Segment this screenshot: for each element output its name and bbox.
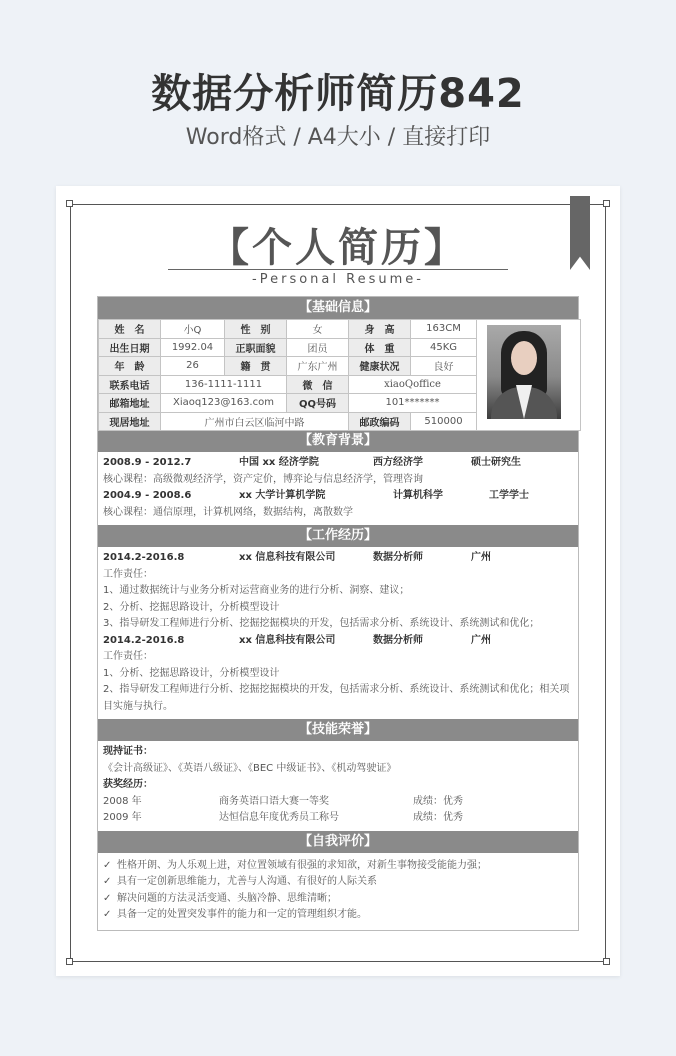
cert-label: 现持证书： xyxy=(103,746,153,757)
work-duty: 3、指导研发工程师进行分析、挖掘挖掘模块的开发，包括需求分析、系统设计、系统测试和优化； xyxy=(103,618,540,629)
check-icon: ✓ xyxy=(103,892,112,904)
work-entry xyxy=(103,633,573,650)
self-eval-text: 具有一定创新思维能力，尤善与人沟通、有很好的人际关系 xyxy=(117,876,377,887)
edu-courses: 核心课程：通信原理，计算机网络，数据结构，离散数学 xyxy=(103,506,353,518)
page-subtitle: Word格式 / A4大小 / 直接打印 xyxy=(185,125,491,150)
edu-period: 2004.9 - 2008.6 xyxy=(103,490,192,501)
birth-value: 1992.04 xyxy=(161,338,225,357)
check-icon: ✓ xyxy=(103,909,112,920)
qq-label: QQ号码 xyxy=(287,394,349,413)
work-duty: 1、通过数据统计与业务分析对运营商业务的进行分析、洞察、建议； xyxy=(103,585,410,596)
edu-major: 计算机科学 xyxy=(393,490,443,501)
skills-block xyxy=(98,741,578,831)
self-eval-block xyxy=(98,853,578,930)
award-result: 成绩：优秀 xyxy=(413,812,463,823)
email-value: Xiaoq123@163.com xyxy=(161,394,287,413)
health-label: 健康状况 xyxy=(349,357,411,376)
self-eval-text: 具备一定的处置突发事件的能力和一定的管理组织才能。 xyxy=(117,909,367,920)
section-basic-header: 【基础信息】 xyxy=(98,297,578,319)
work-company: xx 信息科技有限公司 xyxy=(239,634,336,646)
edu-degree: 硕士研究生 xyxy=(471,457,521,468)
work-duty-label: 工作责任： xyxy=(103,568,153,580)
self-eval-text: 性格开朗、为人乐观上进，对位置领域有很强的求知欲，对新生事物接受能能力强； xyxy=(117,859,487,871)
weight-label: 体 重 xyxy=(349,338,411,357)
self-eval-text: 解决问题的方法灵活变通、头脑冷静、思维清晰； xyxy=(117,892,337,904)
award-year: 2009 年 xyxy=(103,812,142,823)
resume-content xyxy=(97,296,579,931)
health-value: 良好 xyxy=(411,357,477,376)
zip-label: 邮政编码 xyxy=(349,412,411,431)
education-entry xyxy=(103,455,573,472)
check-icon: ✓ xyxy=(103,859,112,871)
work-city: 广州 xyxy=(471,634,491,646)
edu-degree: 工学学士 xyxy=(489,490,529,501)
wechat-value: xiaoQoffice xyxy=(349,375,477,394)
edu-courses: 核心课程：高级微观经济学，资产定价，博弈论与信息经济学，管理咨询 xyxy=(103,473,423,485)
edu-school: 中国 xx 经济学院 xyxy=(239,457,319,468)
name-label: 姓 名 xyxy=(99,320,161,339)
work-duty: 2、分析、挖掘思路设计，分析模型设计 xyxy=(103,601,280,613)
phone-value: 136-1111-1111 xyxy=(161,375,287,394)
frame-corner xyxy=(603,958,610,965)
email-label: 邮箱地址 xyxy=(99,394,161,413)
award-name: 商务英语口语大赛一等奖 xyxy=(219,795,329,807)
frame-corner xyxy=(66,200,73,207)
section-skills-header: 【技能荣誉】 xyxy=(98,719,578,741)
cert-list: 《会计高级证》、《英语八级证》、《BEC 中级证书》、《机动驾驶证》 xyxy=(103,762,397,774)
origin-value: 广东广州 xyxy=(287,357,349,376)
edu-school: xx 大学计算机学院 xyxy=(239,490,326,501)
award-item xyxy=(103,810,573,827)
education-entry xyxy=(103,488,573,505)
work-position: 数据分析师 xyxy=(373,634,423,646)
birth-label: 出生日期 xyxy=(99,338,161,357)
award-result: 成绩：优秀 xyxy=(413,795,463,807)
work-period: 2014.2-2016.8 xyxy=(103,634,185,646)
award-year: 2008 年 xyxy=(103,795,142,807)
qq-value: 101******* xyxy=(349,394,477,413)
section-self-header: 【自我评价】 xyxy=(98,831,578,853)
basic-info xyxy=(98,319,578,430)
title-divider xyxy=(168,269,508,270)
edu-major: 西方经济学 xyxy=(373,457,423,468)
award-name: 达恒信息年度优秀员工称号 xyxy=(219,812,339,823)
zip-value: 510000 xyxy=(411,412,477,431)
self-eval-item xyxy=(103,858,573,875)
work-duty-label: 工作责任： xyxy=(103,651,153,662)
origin-label: 籍 贯 xyxy=(225,357,287,376)
work-block xyxy=(98,547,578,719)
phone-label: 联系电话 xyxy=(99,375,161,394)
resume-title: 【个人简历】 xyxy=(209,225,467,271)
self-eval-item xyxy=(103,907,573,924)
work-entry xyxy=(103,550,573,567)
education-block xyxy=(98,452,578,525)
politics-value: 团员 xyxy=(287,338,349,357)
page-title: 数据分析师简历842 xyxy=(151,71,525,117)
check-icon: ✓ xyxy=(103,876,112,887)
age-label: 年 龄 xyxy=(99,357,161,376)
height-label: 身 高 xyxy=(349,320,411,339)
resume-subtitle: -Personal Resume- xyxy=(252,272,424,287)
age-value: 26 xyxy=(161,357,225,376)
wechat-label: 微 信 xyxy=(287,375,349,394)
name-value: 小Q xyxy=(161,320,225,339)
work-duty: 1、分析、挖掘思路设计，分析模型设计 xyxy=(103,667,280,679)
self-eval-item xyxy=(103,874,573,891)
section-education-header: 【教育背景】 xyxy=(98,430,578,452)
gender-label: 性 别 xyxy=(225,320,287,339)
address-value: 广州市白云区临河中路 xyxy=(161,412,349,431)
work-duty: 2、指导研发工程师进行分析、挖掘挖掘模块的开发，包括需求分析、系统设计、系统测试和优化；相关项目实施与执行。 xyxy=(103,684,570,712)
height-value: 163CM xyxy=(411,320,477,339)
edu-period: 2008.9 - 2012.7 xyxy=(103,457,192,468)
section-work-header: 【工作经历】 xyxy=(98,525,578,547)
work-city: 广州 xyxy=(471,552,491,563)
self-eval-item xyxy=(103,891,573,908)
address-label: 现居地址 xyxy=(99,412,161,431)
work-period: 2014.2-2016.8 xyxy=(103,552,185,563)
frame-corner xyxy=(66,958,73,965)
profile-photo xyxy=(487,325,561,419)
work-position: 数据分析师 xyxy=(373,552,423,563)
politics-label: 正职面貌 xyxy=(225,338,287,357)
resume-paper xyxy=(56,186,620,976)
work-company: xx 信息科技有限公司 xyxy=(239,552,336,563)
frame-corner xyxy=(603,200,610,207)
award-label: 获奖经历： xyxy=(103,779,153,790)
gender-value: 女 xyxy=(287,320,349,339)
weight-value: 45KG xyxy=(411,338,477,357)
award-item xyxy=(103,794,573,811)
